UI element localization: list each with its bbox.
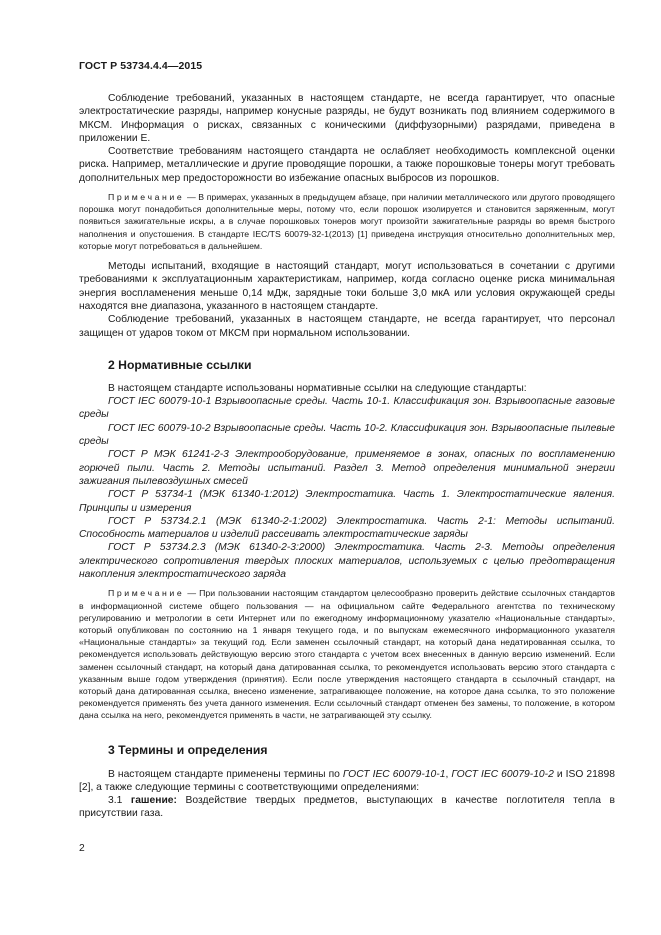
paragraph: Соблюдение требований, указанных в настоящем стандарте, не всегда гарантирует, что опасные электростатические разряды, например конусные разряды, не будут возникать под влиянием содержимого в МКСМ. Информация о рисках, связанных с коническими (диффузорными) разрядами, приведена в приложении Е. <box>79 93 615 144</box>
reference-item: ГОСТ IEC 60079-10-1 Взрывоопасные среды. Часть 10-1. Классификация зон. Взрывоопасные газовые среды <box>79 396 615 421</box>
section-heading: 3 Термины и определения <box>108 742 268 757</box>
reference-item: ГОСТ Р 53734-1 (МЭК 61340-1:2012) Электростатика. Часть 1. Электростатические явления. Принципы и измерения <box>79 489 615 514</box>
reference-inline: ГОСТ IEC 60079-10-2 <box>451 768 554 780</box>
paragraph <box>79 768 615 795</box>
text-run: , <box>445 768 452 780</box>
reference-inline: ГОСТ IEC 60079-10-1 <box>342 768 446 780</box>
note-label: Примечание <box>108 588 185 599</box>
note <box>79 191 615 252</box>
reference-item: ГОСТ Р 53734.2.3 (МЭК 61340-2-3:2000) Электростатика. Часть 2-3. Методы определения электрического сопротивления твердых плоских материалов, используемых с целью предотвращения накопления электростатического заряда <box>79 542 615 581</box>
reference-item: ГОСТ Р 53734.2.1 (МЭК 61340-2-1:2002) Электростатика. Часть 2-1: Методы испытаний. Способность материалов и изделий рассеивать электростатические заряды <box>79 515 615 541</box>
reference-item: ГОСТ IEC 60079-10-2 Взрывоопасные среды. Часть 10-2. Классификация зон. Взрывоопасные пылевые среды <box>79 422 615 448</box>
note <box>79 587 615 721</box>
section-heading: 2 Нормативные ссылки <box>108 357 252 372</box>
page-number: 2 <box>79 843 85 854</box>
paragraph: Методы испытаний, входящие в настоящий стандарт, могут использоваться в сочетании с другими требованиями к эксплуатационным характеристикам, например, когда согласно оценке риска минимальная энергия воспламенения меньше 0,14 мДж, зарядные токи больше 3,0 мкА или условия окружающей среды находятся вне диапазона, указанного в настоящем стандарте. <box>79 261 615 312</box>
term-definition <box>79 794 615 821</box>
running-header: ГОСТ Р 53734.4.4—2015 <box>79 60 203 72</box>
note-text: — В примерах, указанных в предыдущем абзаце, при наличии металлического или другого проводящего порошка могут понадобиться дополнительные меры, потому что, если порошок изолируется и становится заряженным, могут появиться зажигательные искры, а в случае порошковых тонеров могут произойти зажигательные разряды во время быстрого наполнения и опустошения. В стандарте IEC/TS 60079-32-1(2013) [1] приведена инструкция относительно дополнительных мер, которые могут потребоваться в дальнейшем. <box>79 192 615 251</box>
term-name: гашение: <box>130 795 177 807</box>
text-run: и ISO 21898 [2], а также следующие термины с соответствующими определениями: <box>79 768 615 793</box>
paragraph: В настоящем стандарте использованы нормативные ссылки на следующие стандарты: <box>108 382 527 394</box>
paragraph: Соблюдение требований, указанных в настоящем стандарте, не всегда гарантирует, что персонал защищен от ударов током от МКСМ при нормальном использовании. <box>79 314 615 339</box>
reference-item: ГОСТ Р МЭК 61241-2-3 Электрооборудование, применяемое в зонах, опасных по воспламенению горючей пыли. Часть 2. Методы испытаний. Раздел 3. Метод определения минимальной энергии зажигания пылевоздушных смесей <box>79 449 615 487</box>
text-run: В настоящем стандарте применены термины по <box>108 768 343 780</box>
note-label: Примечание <box>108 192 185 203</box>
term-number: 3.1 <box>108 795 131 807</box>
note-text: — При пользовании настоящим стандартом целесообразно проверить действие ссылочных стандартов в информационной системе общего пользования — на официальном сайте Федерального агентства по техническому регулированию и метрологии в сети Интернет или по ежегодному информационному указателю «Национальные стандарты», который опубликован по состоянию на 1 января текущего года, и по выпускам ежемесячного информационного указателя «Национальные стандарты» за текущий год. Если заменен ссылочный стандарт, на который дана недатированная ссылка, то рекомендуется использовать действующую версию этого стандарта с учетом всех внесенных в данную версию изменений. Если заменен ссылочный стандарт, на который дана датированная ссылка, то рекомендуется использовать версию этого стандарта с указанным выше годом утверждения (принятия). Если после утверждения настоящего стандарта в ссылочный стандарт, на который дана датированная ссылка, внесено изменение, затрагивающее положение, на которое дана ссылка, то это положение рекомендуется применять без учета данного изменения. Если ссылочный стандарт отменен без замены, то положение, в котором дана ссылка на него, рекомендуется применять в части, не затрагивающей эту ссылку. <box>79 588 615 721</box>
term-text: Воздействие твердых предметов, выступающих в качестве поглотителя тепла в присутствии газа. <box>79 795 615 820</box>
paragraph: Соответствие требованиям настоящего стандарта не ослабляет необходимость комплексной оценки риска. Например, металлические и другие проводящие порошки, а также порошковые тонеры могут требовать дополнительных мер предосторожности во избежание опасных выбросов из порошков. <box>79 146 615 184</box>
document-body <box>79 92 615 821</box>
